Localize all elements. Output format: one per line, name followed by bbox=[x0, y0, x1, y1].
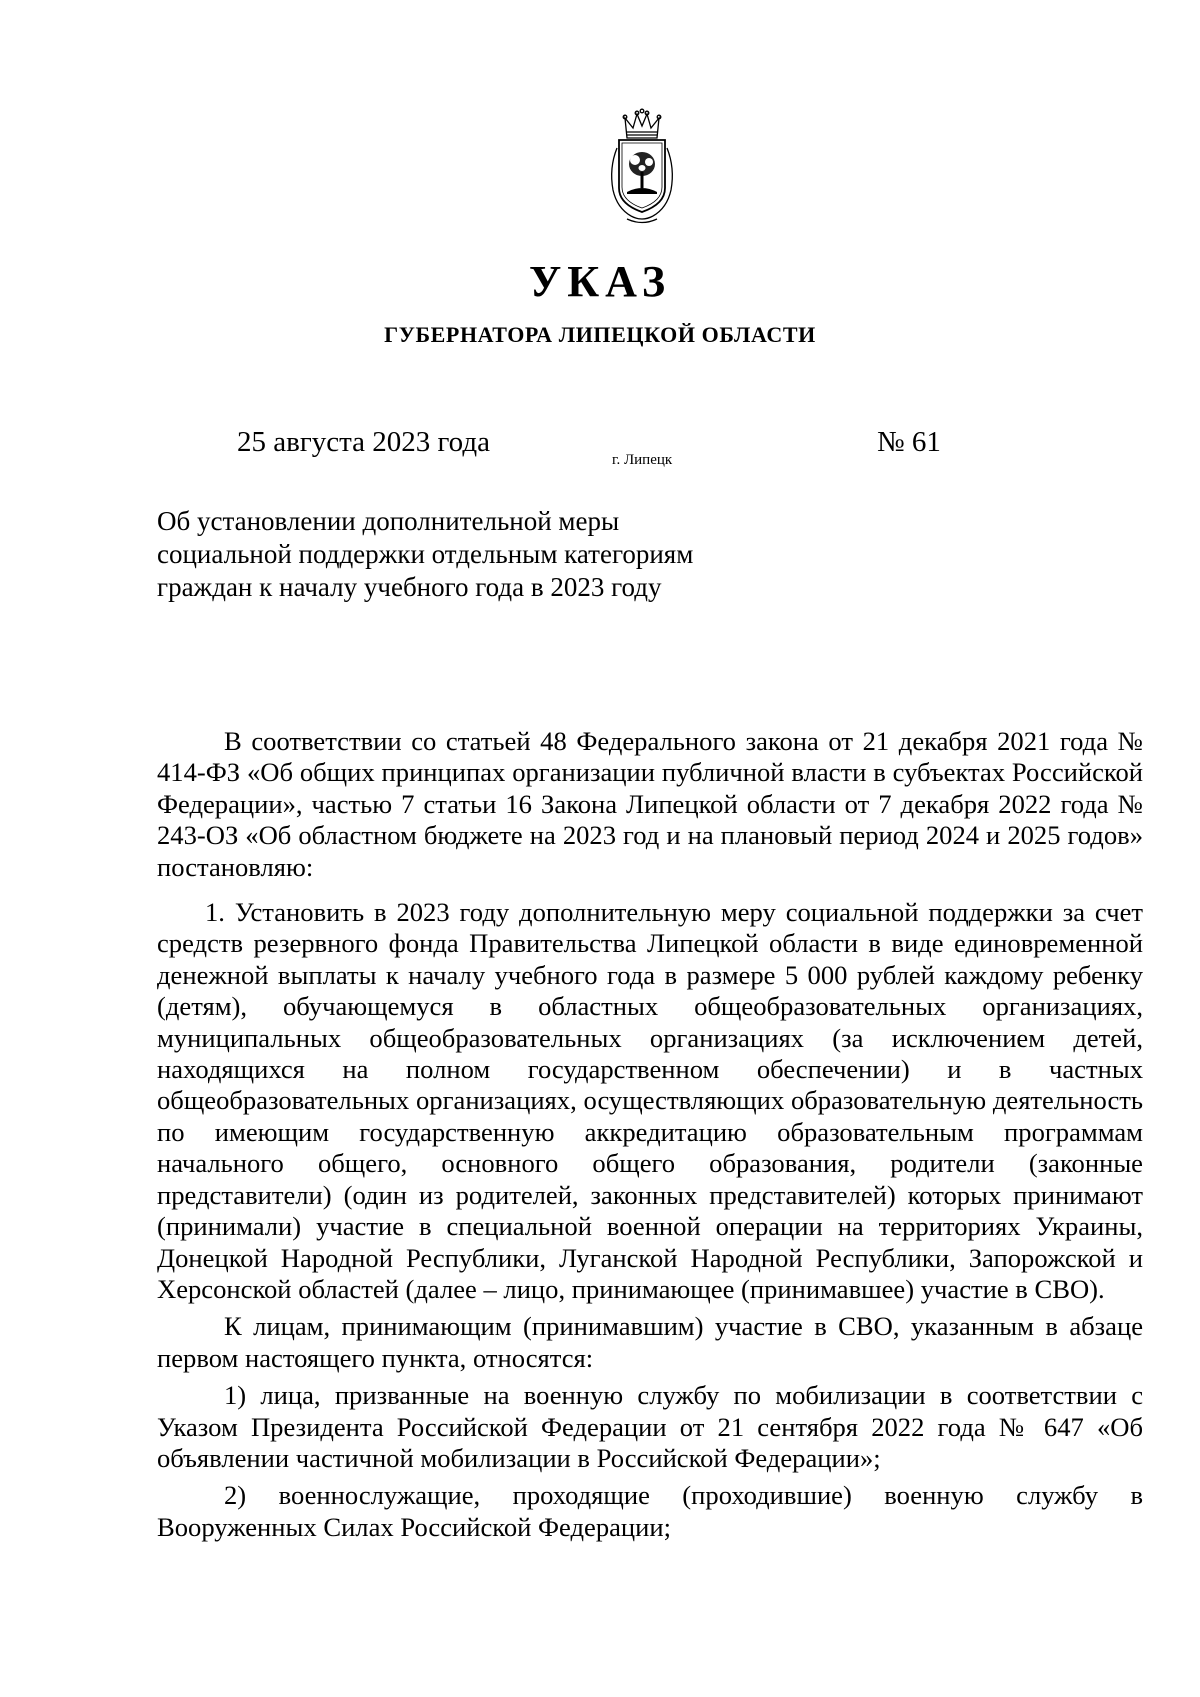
document-heading bbox=[157, 505, 757, 604]
heading-line: граждан к началу учебного года в 2023 году bbox=[157, 572, 662, 602]
document-date: 25 августа 2023 года bbox=[237, 426, 490, 458]
heading-line: Об установлении дополнительной меры bbox=[157, 506, 620, 536]
heading-line: социальной поддержки отдельным категориям bbox=[157, 539, 694, 569]
item-1-paragraph: 1. Установить в 2023 году дополнительную меру социальной поддержки за счет средств резервного фонда Правительства Липецкой области в виде единовременной денежной выплаты к началу учебного года в размере 5 000 рублей каждому ребенку (детям), обучающемуся в областных общеобразовательных организациях, муниципальных общеобразовательных организациях (за исключением детей, находящихся на полном государственном обеспечении) и в частных общеобразовательных организациях, осуществляющих образовательную деятельность по имеющим государственную аккредитацию образовательным программам начального общего, основного общего образования, родители (законные представители) (один из родителей, законных представителей) которых принимают (принимали) участие в специальной военной операции на территориях Украины, Донецкой Народной Республики, Луганской Народной Республики, Запорожской и Херсонской областей (далее – лицо, принимающее (принимавшее) участие в СВО). bbox=[157, 897, 1143, 1304]
document-subtitle: ГУБЕРНАТОРА ЛИПЕЦКОЙ ОБЛАСТИ bbox=[384, 322, 816, 347]
coat-of-arms-icon bbox=[597, 108, 687, 226]
subitem-2-paragraph: 2) военнослужащие, проходящие (проходившие) военную службу в Вооруженных Силах Российской Федерации; bbox=[157, 1480, 1143, 1542]
document-title: УКАЗ bbox=[528, 257, 672, 306]
preamble-paragraph: В соответствии со статьей 48 Федерального закона от 21 декабря 2021 года № 414-ФЗ «Об общих принципах организации публичной власти в субъектах Российской Федерации», частью 7 статьи 16 Закона Липецкой области от 7 декабря 2022 года № 243-ОЗ «Об областном бюджете на 2023 год и на плановый период 2024 и 2025 годов» постановляю: bbox=[157, 726, 1143, 882]
document-body bbox=[157, 726, 1143, 1543]
document-city: г. Липецк bbox=[612, 452, 673, 468]
item-1-clarification-paragraph: К лицам, принимающим (принимавшим) участие в СВО, указанным в абзаце первом настоящего пункта, относятся: bbox=[157, 1311, 1143, 1373]
subitem-1-paragraph: 1) лица, призванные на военную службу по мобилизации в соответствии с Указом Президента Российской Федерации от 21 сентября 2022 года № 647 «Об объявлении частичной мобилизации в Российской Федерации»; bbox=[157, 1380, 1143, 1473]
document-number: № 61 bbox=[877, 426, 941, 458]
